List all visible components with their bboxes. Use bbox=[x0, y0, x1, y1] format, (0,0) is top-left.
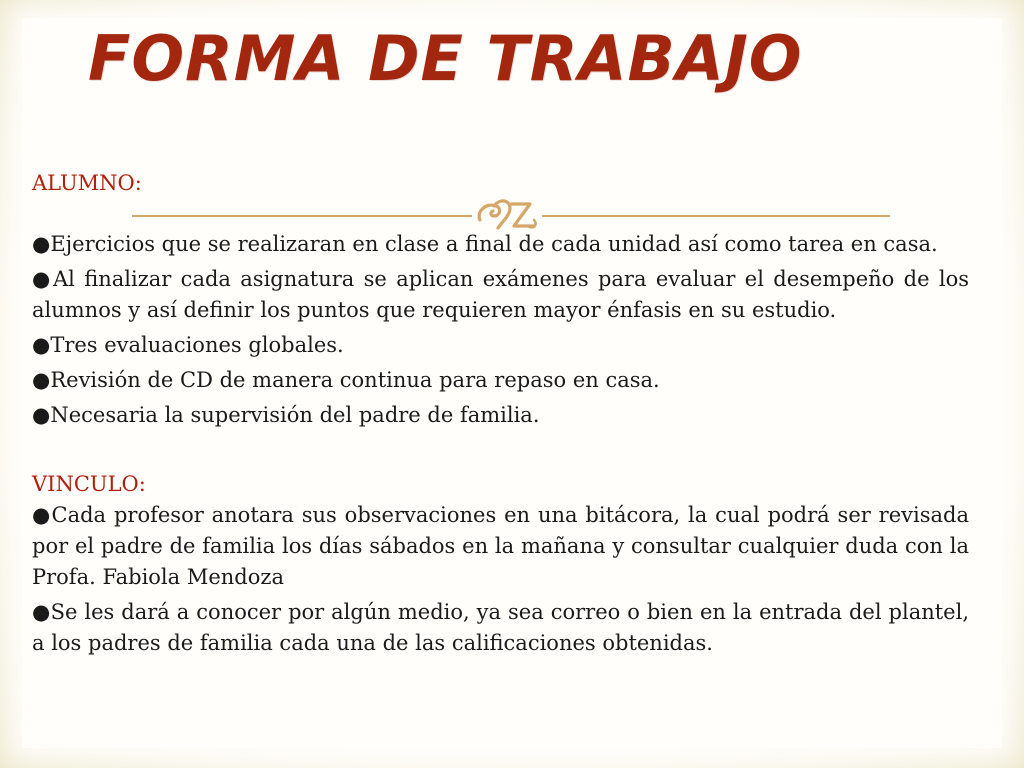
section-label-vinculo: VINCULO: bbox=[32, 472, 146, 496]
list-item: ●Necesaria la supervisión del padre de familia. bbox=[32, 403, 540, 427]
vinculo-list bbox=[32, 500, 969, 659]
list-item: ●Cada profesor anotara sus observaciones en una bitácora, la cual podrá ser revisada por el padre de familia los días sábados en la mañana y consultar cualquier duda con la Profa. Fabiola Mendoza bbox=[32, 503, 969, 589]
list-item: ●Tres evaluaciones globales. bbox=[32, 333, 344, 357]
list-item: ●Se les dará a conocer por algún medio, ya sea correo o bien en la entrada del plantel, a los padres de familia cada una de las calificaciones obtenidas. bbox=[32, 600, 969, 655]
list-item: ●Revisión de CD de manera continua para repaso en casa. bbox=[32, 368, 660, 392]
alumno-list bbox=[32, 229, 969, 431]
slide-body bbox=[32, 168, 969, 663]
slide-title: FORMA DE TRABAJO bbox=[88, 22, 803, 95]
list-item: ●Ejercicios que se realizaran en clase a final de cada unidad así como tarea en casa. bbox=[32, 232, 938, 256]
section-label-alumno: ALUMNO: bbox=[32, 171, 142, 195]
list-item: ●Al finalizar cada asignatura se aplican exámenes para evaluar el desempeño de los alumnos y así definir los puntos que requieren mayor énfasis en su estudio. bbox=[32, 267, 969, 322]
